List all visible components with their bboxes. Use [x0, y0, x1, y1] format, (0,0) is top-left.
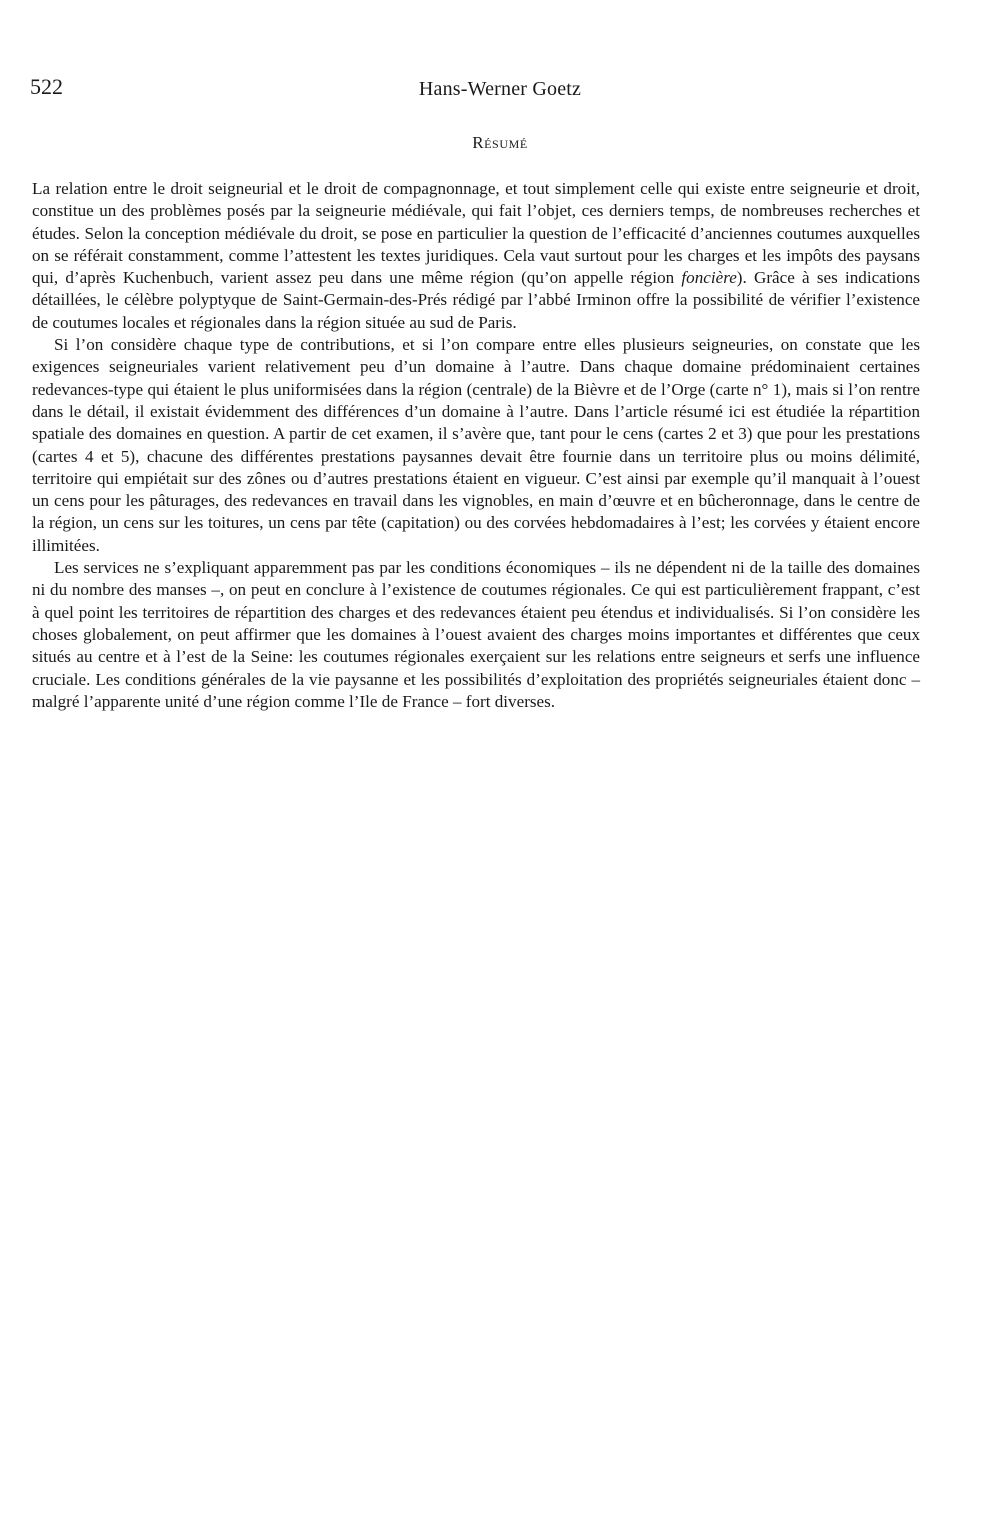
- paragraph-1-text-b: ). Grâce à ses indications détaillées, le célèbre polyptyque de Saint-Germain-des-Prés rédigé par l’abbé Irminon offre la possibilité de vérifier l’existence de coutumes locales et régionales dans la région située au sud de Paris.: [32, 268, 920, 332]
- paragraph-1-italic-term: foncière: [681, 268, 737, 288]
- paragraph-3: Les services ne s’expliquant apparemment pas par les conditions économiques – ils ne dépendent ni de la taille des domaines ni du nombre des manses –, on peut en conclure à l’existence de coutumes régionales. Ce qui est particulièrement frappant, c’est à quel point les territoires de répartition des charges et des redevances étaient peu étendus et individualisés. Si l’on considère les choses globalement, on peut affirmer que les domaines à l’ouest avaient des charges moins importantes et différentes que ceux situés au centre et à l’est de la Seine: les coutumes régionales exerçaient sur les relations entre seigneurs et serfs une influence cruciale. Les conditions générales de la vie paysanne et les possibilités d’exploitation des propriétés seigneuriales étaient donc – malgré l’apparente unité d’une région comme l’Ile de France – fort diverses.: [32, 558, 920, 711]
- paragraph-1: [32, 178, 920, 334]
- paragraph-2: Si l’on considère chaque type de contributions, et si l’on compare entre elles plusieurs seigneuries, on constate que les exigences seigneuriales varient relativement peu d’un domaine à l’autre. Dans chaque domaine prédominaient certaines redevances-type qui étaient le plus uniformisées dans la région (centrale) de la Bièvre et de l’Orge (carte n° 1), mais si l’on rentre dans le détail, il existait évidemment des différences d’un domaine à l’autre. Dans l’article résumé ici est étudiée la répartition spatiale des domaines en question. A partir de cet examen, il s’avère que, tant pour le cens (cartes 2 et 3) que pour les prestations (cartes 4 et 5), chacune des différentes prestations paysannes devait être fournie dans un territoire plus ou moins délimité, territoire qui empiétait sur des zônes ou d’autres prestations étaient en vigueur. C’est ainsi par exemple qu’il manquait à l’ouest un cens pour les pâturages, des redevances en travail dans les vignobles, en main d’œuvre et en bûcheronnage, dans le centre de la région, un cens sur les toitures, un cens par tête (capitation) ou des corvées hebdomadaires à l’est; les corvées y étaient encore illimitées.: [32, 335, 920, 555]
- paragraph-1-text-a: La relation entre le droit seigneurial et le droit de compagnonnage, et tout simplement celle qui existe entre seigneurie et droit, constitue un des problèmes posés par la seigneurie médiévale, qui fait l’objet, ces derniers temps, de nombreuses recherches et études. Selon la conception médiévale du droit, se pose en particulier la question de l’efficacité d’anciennes coutumes auxquelles on se référait constamment, comme l’attestent les textes juridiques. Cela vaut surtout pour les charges et les impôts des paysans qui, d’après Kuchenbuch, varient assez peu dans une même région (qu’on appelle région: [32, 179, 920, 288]
- running-head-author: Hans-Werner Goetz: [418, 78, 582, 100]
- summary-body: [32, 178, 920, 713]
- section-title: Résumé: [472, 133, 528, 152]
- page-number: 522: [30, 74, 63, 99]
